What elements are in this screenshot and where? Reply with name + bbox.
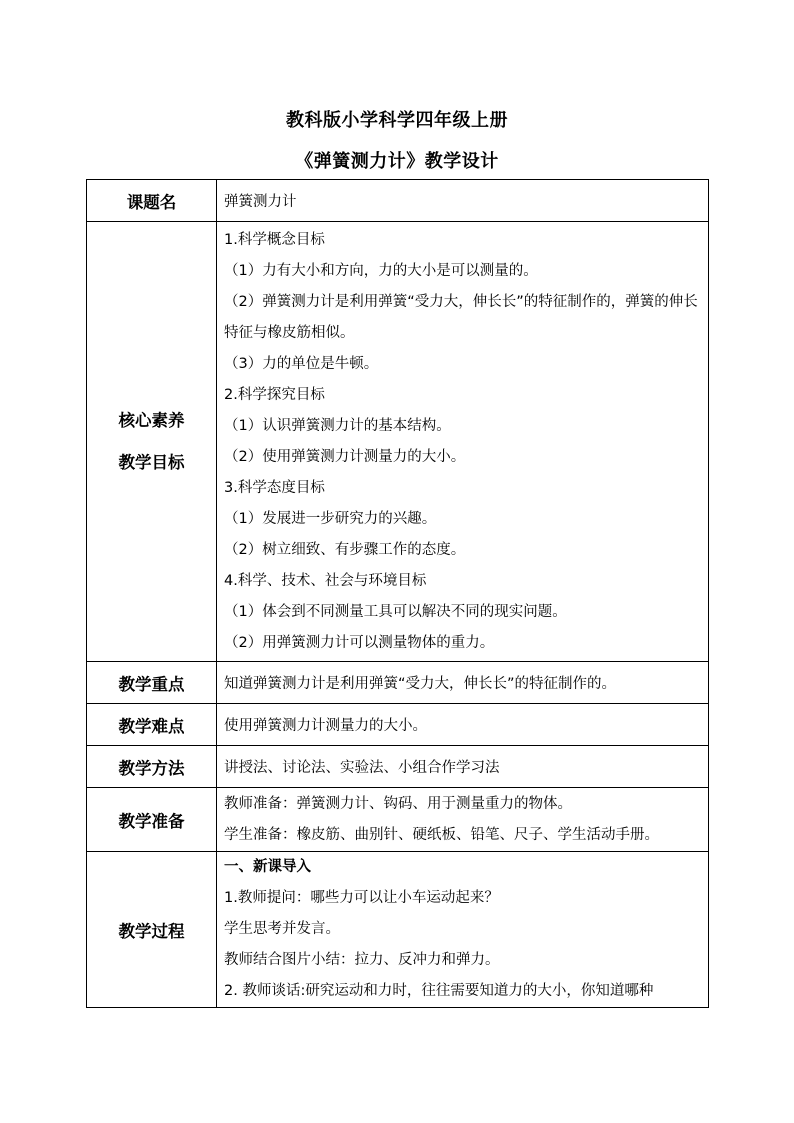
goal-line: （3）力的单位是牛顿。	[224, 355, 379, 372]
value-method: 讲授法、讨论法、实验法、小组合作学习法	[217, 746, 709, 788]
value-difficulty: 使用弹簧测力计测量力的大小。	[217, 704, 709, 746]
label-method: 教学方法	[87, 746, 217, 788]
value-process	[217, 852, 709, 1008]
goal-line: （1）发展进一步研究力的兴趣。	[224, 510, 437, 527]
row-process	[87, 852, 709, 1008]
prep-teacher: 教师准备：弹簧测力计、钩码、用于测量重力的物体。	[224, 795, 572, 812]
goal-line: 4.科学、技术、社会与环境目标	[224, 572, 427, 589]
value-topic: 弹簧测力计	[217, 180, 709, 222]
document-subtitle: 《弹簧测力计》教学设计	[295, 151, 499, 172]
lesson-plan-table	[86, 179, 709, 1008]
goal-line: （2）树立细致、有步骤工作的态度。	[224, 541, 466, 558]
label-goals-line1: 核心素养	[118, 410, 185, 430]
process-line: 学生思考并发言。	[224, 921, 340, 937]
value-prep	[217, 788, 709, 852]
label-goals-line2: 教学目标	[118, 452, 185, 472]
process-heading: 一、新课导入	[224, 859, 311, 875]
label-goals	[87, 222, 217, 662]
goal-line: （2）用弹簧测力计可以测量物体的重力。	[224, 634, 495, 651]
process-line: 1.教师提问：哪些力可以让小车运动起来？	[224, 890, 499, 906]
value-goals	[217, 222, 709, 662]
label-process: 教学过程	[87, 852, 217, 1008]
prep-student: 学生准备：橡皮筋、曲别针、硬纸板、铅笔、尺子、学生活动手册。	[224, 826, 659, 843]
row-difficulty	[87, 704, 709, 746]
goal-line: （1）体会到不同测量工具可以解决不同的现实问题。	[224, 603, 567, 620]
label-difficulty: 教学难点	[87, 704, 217, 746]
goal-line: 2.科学探究目标	[224, 386, 325, 403]
row-topic	[87, 180, 709, 222]
label-key: 教学重点	[87, 662, 217, 704]
goal-line: 1.科学概念目标	[224, 231, 325, 248]
process-line: 2. 教师谈话:研究运动和力时，往往需要知道力的大小，你知道哪种	[224, 983, 654, 999]
row-goals	[87, 222, 709, 662]
goal-line: 3.科学态度目标	[224, 479, 325, 496]
process-line: 教师结合图片小结：拉力、反冲力和弹力。	[224, 952, 500, 968]
document-title: 教科版小学科学四年级上册	[286, 110, 508, 131]
value-key: 知道弹簧测力计是利用弹簧“受力大，伸长长”的特征制作的。	[217, 662, 709, 704]
goal-line: （1）力有大小和方向，力的大小是可以测量的。	[224, 262, 538, 279]
goal-line: （2）弹簧测力计是利用弹簧“受力大，伸长长”的特征制作的，弹簧的伸长特征与橡皮筋相似。	[224, 293, 698, 341]
label-prep: 教学准备	[87, 788, 217, 852]
goal-line: （1）认识弹簧测力计的基本结构。	[224, 417, 451, 434]
row-prep	[87, 788, 709, 852]
row-method	[87, 746, 709, 788]
label-topic: 课题名	[87, 180, 217, 222]
row-key	[87, 662, 709, 704]
goal-line: （2）使用弹簧测力计测量力的大小。	[224, 448, 466, 465]
